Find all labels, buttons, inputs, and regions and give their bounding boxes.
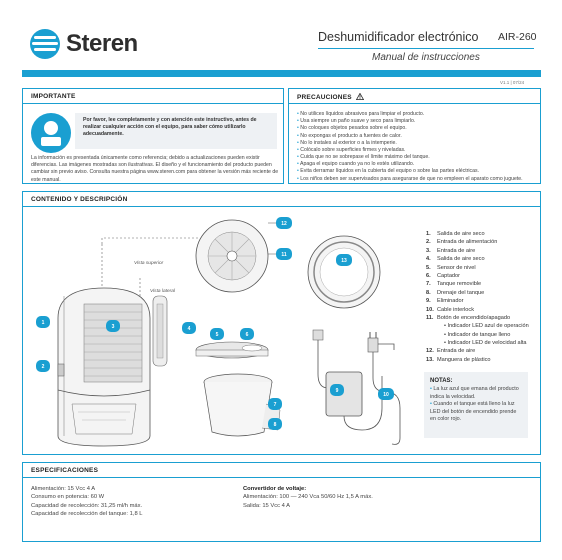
callout-6 [240, 328, 254, 340]
svg-text:10: 10 [383, 392, 389, 398]
parts-list [426, 230, 529, 364]
svg-text:11: 11 [281, 252, 287, 258]
callout-12 [276, 217, 292, 229]
list-item: 6. Captador [426, 272, 461, 279]
important-section [22, 88, 284, 184]
svg-text:7: 7 [273, 402, 277, 408]
callout-1 [36, 316, 50, 328]
callout-9 [330, 384, 344, 396]
spec-line: Alimentación: 15 Vcc 4 A [31, 486, 96, 492]
doc-title: Deshumidificador electrónico [318, 30, 479, 44]
page-header [0, 0, 562, 85]
sensor-illustration [196, 342, 268, 358]
top-view-label: Vista superior [134, 261, 164, 266]
specs-right [243, 485, 373, 510]
specs-title: ESPECIFICACIONES [31, 467, 99, 474]
list-item: 3. Entrada de aire [426, 247, 476, 254]
notes-list [430, 386, 522, 424]
list-item: • Apaga el equipo cuando ya no lo estés utilizando. [297, 161, 523, 168]
specs-left [31, 485, 143, 519]
model-number: AIR-260 [498, 31, 537, 43]
callout-8 [268, 418, 282, 430]
list-item: 13. Manguera de plástico [426, 356, 491, 363]
side-view-illustration [150, 288, 176, 366]
list-item: • Evita derramar líquidos en la cubierta del equipo o sobre las partes eléctricas. [297, 168, 523, 175]
steren-logo-icon [30, 29, 60, 59]
callout-7 [268, 398, 282, 410]
notes-panel [424, 372, 528, 438]
side-view-label: Vista lateral [150, 289, 175, 294]
list-item: • Indicador LED de velocidad alta [426, 339, 529, 347]
list-item: • Indicador LED azul de operación [426, 322, 529, 330]
callout-13 [336, 254, 352, 266]
header-bar [22, 70, 541, 77]
list-item: • No lo instales al exterior o a la intemperie. [297, 140, 523, 147]
list-item: • Los niños deben ser supervisados para asegurarse de que no empleen el aparato como juguete. [297, 176, 523, 183]
reading-person-icon [31, 113, 71, 153]
callout-10 [378, 388, 394, 400]
brand-name: Steren [66, 30, 138, 57]
precautions-list [297, 111, 523, 183]
callout-2 [36, 360, 50, 372]
svg-text:13: 13 [341, 258, 347, 264]
list-item: • Cuando el tanque está lleno la luz LED del botón de encendido prende en color rojo. [430, 401, 522, 424]
svg-text:12: 12 [281, 221, 287, 227]
list-item: • Indicador de tanque lleno [426, 331, 529, 339]
spec-line: Alimentación: 100 — 240 Vca 50/60 Hz 1,5 A máx. [243, 494, 373, 501]
hose-illustration [308, 236, 380, 308]
spec-heading: Convertidor de voltaje: [243, 486, 307, 492]
list-item: • No utilices líquidos abrasivos para limpiar el producto. [297, 111, 523, 118]
svg-text:8: 8 [273, 422, 277, 428]
list-item: 9. Eliminador [426, 298, 464, 305]
notes-title: NOTAS: [430, 378, 453, 384]
list-item: • No expongas el producto a fuentes de calor. [297, 133, 523, 140]
spec-line: Salida: 15 Vcc 4 A [243, 502, 291, 509]
svg-text:4: 4 [187, 326, 191, 332]
list-item: 1. Salida de aire seco [426, 231, 485, 237]
list-item: 5. Sensor de nivel [426, 264, 476, 271]
spec-line: Consumo en potencia: 60 W [31, 494, 105, 501]
product-diagram [22, 208, 422, 454]
svg-text:3: 3 [111, 324, 115, 330]
guide-line [102, 238, 200, 244]
important-body: La información es presentada únicamente como referencia; debido a actualizaciones pueden existir diferencias. Las imágenes mostradas son ilustrativas. El diseño y el funcionamiento del producto pueden cambiar sin previo aviso. Consulta nuestra página www.steren.com para obtener la versión más reciente de este manual. [31, 155, 279, 183]
callout-3 [106, 320, 120, 332]
callout-11 [276, 248, 292, 260]
svg-text:6: 6 [245, 332, 249, 338]
spec-line: Capacidad de recolección: 31,25 ml/h máx. [31, 502, 143, 509]
dehumidifier-illustration [58, 288, 150, 446]
title-rule [318, 48, 534, 49]
spec-line: Capacidad de recolección del tanque: 1,8 L [31, 511, 143, 518]
list-item: 12. Entrada de aire [426, 348, 476, 355]
version-tag: V1.1 | 07/24 [500, 80, 525, 85]
svg-text:9: 9 [335, 388, 339, 394]
steren-logo [30, 29, 138, 59]
list-item: 2. Entrada de alimentación [426, 239, 498, 246]
list-item: • La luz azul que emana del producto indica la velocidad. [430, 386, 522, 401]
svg-text:1: 1 [41, 320, 45, 326]
specs-section [22, 462, 541, 542]
warning-triangle-icon [356, 93, 364, 100]
precautions-section [288, 88, 541, 184]
callout-5 [210, 328, 224, 340]
list-item: • Cuida que no se sobrepase el límite máximo del tanque. [297, 154, 523, 161]
important-highlight: Por favor, lee completamente y con atención este instructivo, antes de realizar cualquier acción con el equipo, para saber cómo utilizarlo adecuadamente. [75, 113, 277, 149]
list-item: 4. Salida de aire seco [426, 256, 485, 263]
precautions-title: PRECAUCIONES [289, 89, 364, 101]
svg-text:2: 2 [41, 364, 45, 370]
list-item: • Colócalo sobre superficies firmes y niveladas. [297, 147, 523, 154]
contents-title: CONTENIDO Y DESCRIPCIÓN [31, 196, 128, 203]
list-item: 10. Cable interlock [426, 306, 474, 313]
callout-4 [182, 322, 196, 334]
list-item: 11. Botón de encendido/apagado [426, 314, 511, 321]
doc-subtitle: Manual de instrucciones [372, 52, 480, 63]
list-item: • Usa siempre un paño suave y seco para limpiarlo. [297, 118, 523, 125]
list-item: • No coloques objetos pesados sobre el equipo. [297, 125, 523, 132]
top-view-fan-illustration [134, 220, 268, 292]
list-item: 7. Tanque removible [426, 281, 482, 288]
list-item: 8. Drenaje del tanque [426, 289, 485, 296]
important-title: IMPORTANTE [31, 93, 76, 100]
svg-text:5: 5 [215, 332, 219, 338]
